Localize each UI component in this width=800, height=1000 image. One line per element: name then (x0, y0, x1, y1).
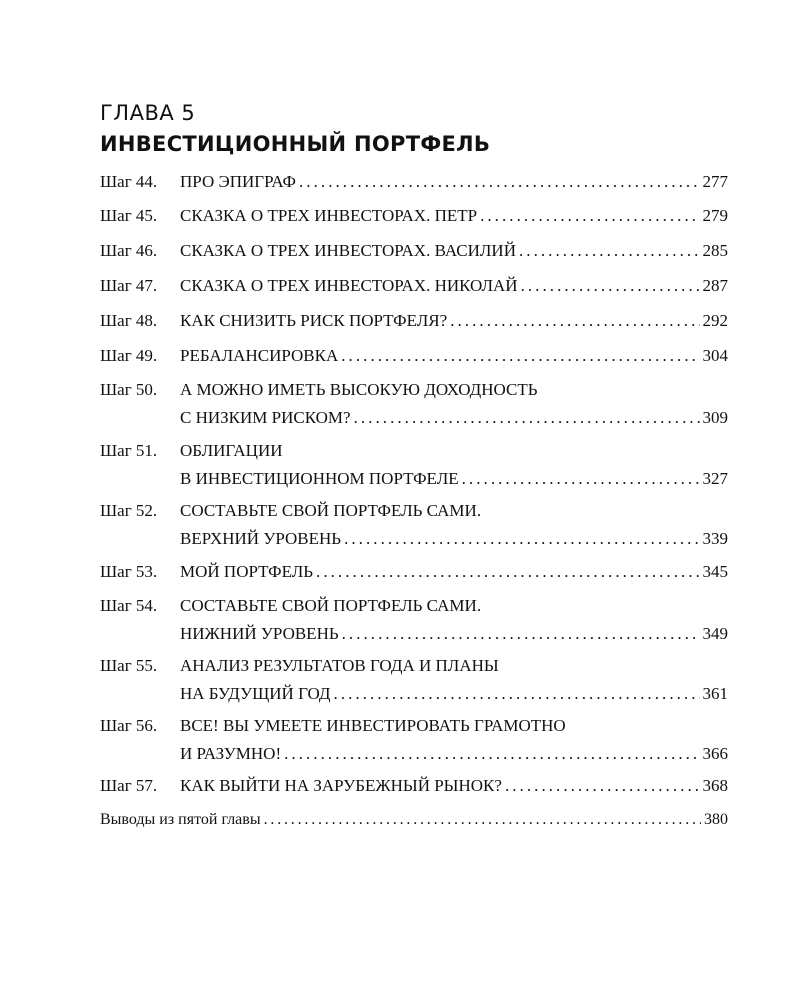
toc-entry-52[interactable] (100, 498, 728, 554)
toc-entry-46[interactable] (100, 238, 728, 266)
dot-leader (480, 203, 699, 229)
chapter-title: ИНВЕСТИЦИОННЫЙ ПОРТФЕЛЬ (100, 132, 491, 156)
page-number: 380 (704, 811, 728, 828)
dot-leader (354, 405, 700, 431)
step-number: Шаг 51. (100, 441, 158, 460)
toc-entry-51[interactable] (100, 438, 728, 494)
toc-entry-45[interactable] (100, 203, 728, 231)
dot-leader (299, 169, 700, 195)
entry-title: МОЙ ПОРТФЕЛЬ (180, 562, 314, 581)
toc-entry-54[interactable] (100, 593, 728, 649)
step-number: Шаг 46. (100, 241, 158, 260)
entry-title-continuation: НА БУДУЩИЙ ГОД (180, 684, 331, 703)
step-number: Шаг 54. (100, 596, 158, 615)
toc-entry-49[interactable] (100, 343, 728, 371)
page-number: 309 (702, 408, 728, 427)
dot-leader (341, 343, 699, 369)
step-number: Шаг 55. (100, 656, 158, 675)
page-number: 285 (702, 241, 728, 260)
dot-leader (342, 621, 700, 647)
entry-title: А МОЖНО ИМЕТЬ ВЫСОКУЮ ДОХОДНОСТЬ (180, 380, 538, 399)
page-number: 279 (702, 206, 728, 225)
page-number: 339 (702, 529, 728, 548)
step-number: Шаг 44. (100, 172, 158, 191)
step-number: Шаг 50. (100, 380, 158, 399)
dot-leader (284, 741, 699, 767)
entry-title: СКАЗКА О ТРЕХ ИНВЕСТОРАХ. НИКОЛАЙ (180, 276, 518, 295)
page-number: 366 (702, 744, 728, 763)
dot-leader (462, 466, 700, 492)
page-number: 287 (702, 276, 728, 295)
dot-leader (264, 807, 701, 833)
toc-entry-56[interactable] (100, 713, 728, 769)
entry-title-continuation: И РАЗУМНО! (180, 744, 282, 763)
page-number: 304 (702, 346, 728, 365)
page-number: 361 (702, 684, 728, 703)
entry-title: ОБЛИГАЦИИ (180, 441, 283, 460)
toc-entry-47[interactable] (100, 273, 728, 301)
step-number: Шаг 48. (100, 311, 158, 330)
dot-leader (450, 308, 699, 334)
page-number: 345 (702, 562, 728, 581)
entry-title-continuation: В ИНВЕСТИЦИОННОМ ПОРТФЕЛЕ (180, 469, 459, 488)
dot-leader (344, 526, 699, 552)
entry-title: АНАЛИЗ РЕЗУЛЬТАТОВ ГОДА И ПЛАНЫ (180, 656, 499, 675)
page-number: 368 (702, 776, 728, 795)
step-number: Шаг 53. (100, 562, 158, 581)
entry-title: СКАЗКА О ТРЕХ ИНВЕСТОРАХ. ПЕТР (180, 206, 478, 225)
toc-entry-50[interactable] (100, 377, 728, 433)
step-number: Шаг 56. (100, 716, 158, 735)
step-number: Шаг 45. (100, 206, 158, 225)
entry-title: ВСЕ! ВЫ УМЕЕТЕ ИНВЕСТИРОВАТЬ ГРАМОТНО (180, 716, 566, 735)
page-number: 277 (702, 172, 728, 191)
entry-title: ПРО ЭПИГРАФ (180, 172, 296, 191)
entry-title: КАК ВЫЙТИ НА ЗАРУБЕЖНЫЙ РЫНОК? (180, 776, 502, 795)
step-number: Шаг 49. (100, 346, 158, 365)
dot-leader (521, 273, 700, 299)
page-number: 327 (702, 469, 728, 488)
dot-leader (519, 238, 700, 264)
toc-entry-summary[interactable] (100, 807, 728, 833)
entry-title: СКАЗКА О ТРЕХ ИНВЕСТОРАХ. ВАСИЛИЙ (180, 241, 516, 260)
entry-title-continuation: НИЖНИЙ УРОВЕНЬ (180, 624, 339, 643)
toc-entry-55[interactable] (100, 653, 728, 709)
entry-title-continuation: С НИЗКИМ РИСКОМ? (180, 408, 351, 427)
toc-entry-57[interactable] (100, 773, 728, 801)
page-number: 349 (702, 624, 728, 643)
step-number: Шаг 47. (100, 276, 158, 295)
dot-leader (505, 773, 700, 799)
step-number: Шаг 57. (100, 776, 158, 795)
entry-title-continuation: ВЕРХНИЙ УРОВЕНЬ (180, 529, 342, 548)
toc-entry-53[interactable] (100, 559, 728, 587)
page-number: 292 (702, 311, 728, 330)
step-number: Шаг 52. (100, 501, 158, 520)
entry-title: КАК СНИЗИТЬ РИСК ПОРТФЕЛЯ? (180, 311, 448, 330)
toc-entry-48[interactable] (100, 308, 728, 336)
toc-entry-44[interactable] (100, 169, 728, 197)
entry-title: СОСТАВЬТЕ СВОЙ ПОРТФЕЛЬ САМИ. (180, 501, 482, 520)
summary-title: Выводы из пятой главы (100, 811, 261, 828)
dot-leader (316, 559, 699, 585)
chapter-label: ГЛАВА 5 (100, 101, 196, 125)
dot-leader (334, 681, 700, 707)
entry-title: СОСТАВЬТЕ СВОЙ ПОРТФЕЛЬ САМИ. (180, 596, 482, 615)
entry-title: РЕБАЛАНСИРОВКА (180, 346, 339, 365)
